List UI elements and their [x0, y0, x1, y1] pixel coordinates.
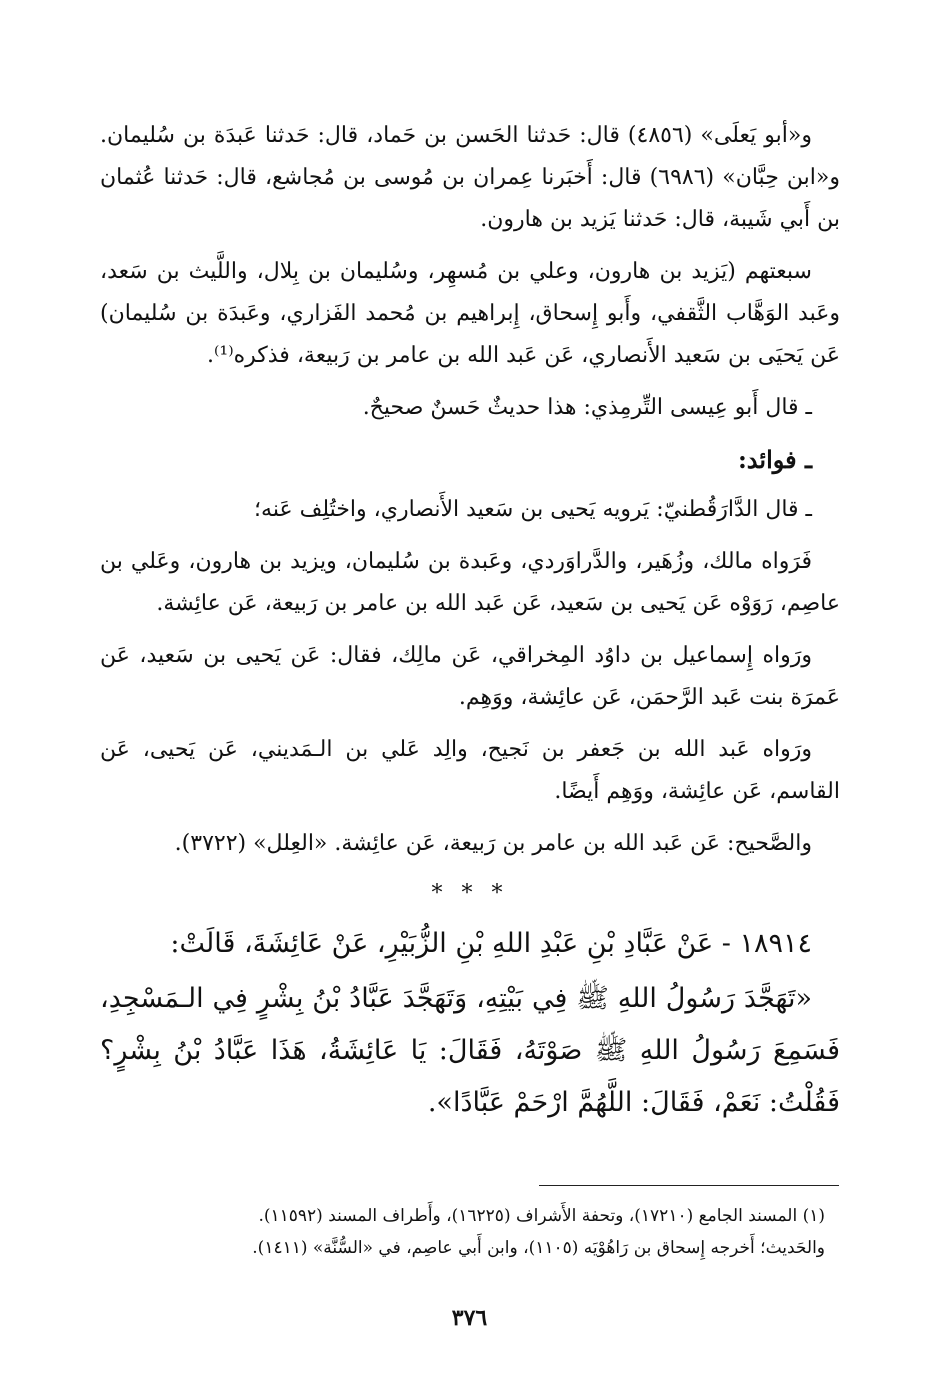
footnote-divider: [539, 1185, 839, 1186]
benefit-narration-3: ورَواه عَبد الله بن جَعفر بن نَجيح، والِد عَلي بن الـمَديني، عَن يَحيى، عَن القاسم، عَن عائِشة، ووَهِم أَيضًا.: [100, 737, 840, 804]
hadith-body: «تَهَجَّدَ رَسُولُ اللهِ ﷺ فِي بَيْتِهِ، وَتَهَجَّدَ عَبَّادُ بْنُ بِشْرٍ فِي الـمَسْجِدِ، فَسَمِعَ رَسُولُ اللهِ ﷺ صَوْتَهُ، فَقَالَ: يَا عَائِشَةُ، هَذَا عَبَّادُ بْنُ بِشْرٍ؟ فَقُلْتُ: نَعَمْ، فَقَالَ: اللَّهُمَّ ارْحَمْ عَبَّادًا».: [100, 983, 840, 1118]
hadith-header: ١٨٩١٤ - عَنْ عَبَّادِ بْنِ عَبْدِ اللهِ بْنِ الزُّبَيْرِ، عَنْ عَائِشَةَ، قَالَتْ:: [170, 928, 812, 959]
benefit-narration-2: ورَواه إِسماعيل بن داوُد المِخراقي، عَن مالِك، فقال: عَن يَحيى بن سَعيد، عَن عَمرَة بنت عَبد الرَّحمَن، عَن عائِشة، ووَهِم.: [100, 643, 840, 710]
paragraph-tirmidhi-grading: ـ قال أَبو عِيسى التِّرمِذي: هذا حديثٌ حَسنٌ صحيحٌ.: [362, 395, 812, 420]
paragraph-narrators: سبعتهم (يَزيد بن هارون، وعلي بن مُسهِر، وسُليمان بن بِلال، واللَّيث بن سَعد، وعَبد الوَهَّاب الثَّقفي، وأَبو إِسحاق، إِبراهيم بن مُحمد الفَزاري، وعَبدَة بن سُليمان) عَن يَحيَى بن سَعيد الأَنصاري، عَن عَبد الله بن عامر بن رَبيعة، فذكره⁽¹⁾.: [100, 259, 840, 368]
footnotes: [100, 1200, 839, 1264]
benefit-narration-1: فَرَواه مالك، وزُهَير، والدَّراوَردي، وعَبدة بن سُليمان، ويزيد بن هارون، وعَلي بن عاصِم، رَوَوْه عَن يَحيى بن سَعيد، عَن عَبد الله بن عامر بن رَبيعة، عَن عائِشة.: [100, 549, 840, 616]
benefit-correct: والصَّحيح: عَن عَبد الله بن عامر بن رَبيعة، عَن عائِشة. «العِلل» (٣٧٢٢).: [174, 831, 812, 856]
benefits-heading: ـ فوائد:: [737, 445, 812, 474]
page-number: ٣٧٦: [451, 1305, 488, 1331]
benefit-daraqutni: ـ قال الدَّارَقُطنيّ: يَرويه يَحيى بن سَعيد الأَنصاري، واختُلِف عَنه؛: [254, 497, 812, 522]
paragraph-sources: و«أبو يَعلَى» (٤٨٥٦) قال: حَدثنا الحَسن بن حَماد، قال: حَدثنا عَبدَة بن سُليمان. و«ابن حِبَّان» (٦٩٨٦) قال: أَخبَرنا عِمران بن مُوسى بن مُجاشع، قال: حَدثنا عُثمان بن أَبي شَيبة، قال: حَدثنا يَزيد بن هارون.: [100, 123, 840, 232]
footnote-1: (١) المسند الجامع (١٧٢١٠)، وتحفة الأَشراف (١٦٢٢٥)، وأَطراف المسند (١١٥٩٢).: [258, 1206, 825, 1226]
section-separator: * * *: [431, 881, 509, 906]
page-content: [100, 115, 840, 1129]
footnote-2: والحَديث؛ أَخرجه إِسحاق بن رَاهُوْيَه (١١٠٥)، وابن أَبي عاصِم، في «السُّنَّة» (١٤١١).: [252, 1238, 825, 1258]
